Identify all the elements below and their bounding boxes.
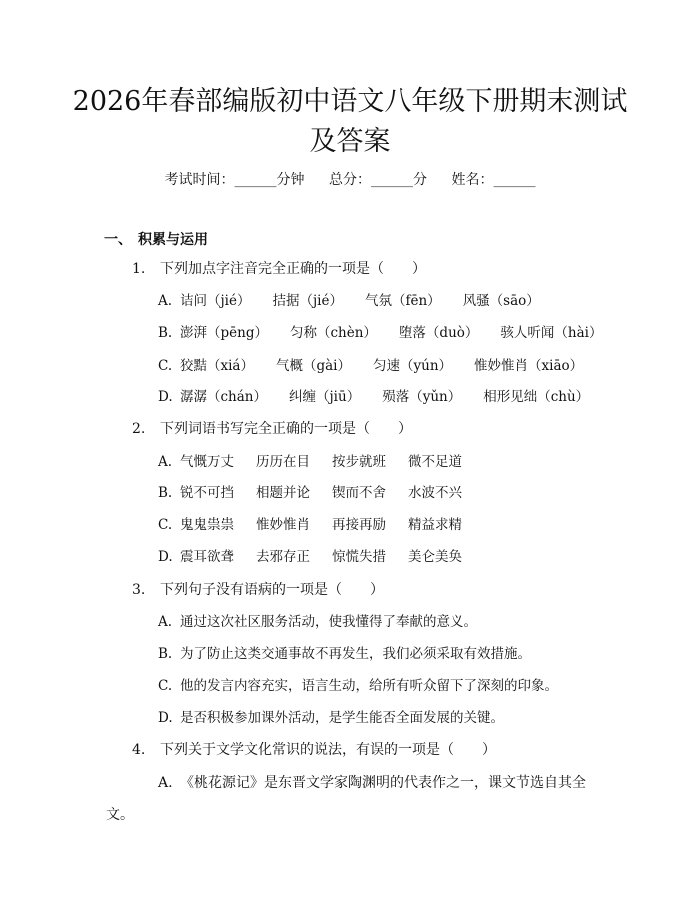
option-letter: B.: [158, 485, 173, 501]
question-number: 1.: [132, 261, 146, 277]
question-number: 2.: [132, 421, 146, 437]
q3-option-b: [158, 644, 531, 664]
q2-option-b: [158, 483, 462, 503]
option-word: 潺潺（chán）: [180, 389, 267, 405]
q2-option-a: [158, 452, 462, 472]
question-stem: 下列句子没有语病的一项是（ ）: [160, 582, 384, 598]
option-word: 历历在目: [256, 454, 310, 470]
option-word: 惊慌失措: [332, 549, 386, 565]
exam-info: [0, 170, 700, 190]
option-word: 锲而不舍: [332, 485, 386, 501]
option-word: 拮据（jié）: [272, 293, 343, 309]
q2-option-c: [158, 515, 462, 535]
option-letter: A.: [158, 614, 173, 630]
question-2: [132, 419, 412, 439]
option-word: 骇人听闻（hài）: [500, 325, 603, 341]
option-letter: B.: [158, 325, 173, 341]
q1-option-c: [158, 356, 583, 376]
question-number: 4.: [132, 742, 146, 758]
question-number: 3.: [132, 582, 146, 598]
option-text: 为了防止这类交通事故不再发生，我们必须采取有效措施。: [180, 646, 531, 662]
section-heading: [104, 230, 208, 250]
option-word: 狡黠（xiá）: [180, 358, 254, 374]
option-word: 风骚（sāo）: [462, 293, 540, 309]
option-letter: B.: [158, 646, 173, 662]
q3-option-d: [158, 708, 504, 728]
option-text: 《桃花源记》是东晋文学家陶渊明的代表作之一，课文节选自其全文。: [106, 775, 586, 823]
student-name: 姓名：______: [451, 172, 536, 188]
option-word: 纠缠（jiū）: [289, 389, 361, 405]
q3-option-c: [158, 676, 558, 696]
option-word: 去邪存正: [256, 549, 310, 565]
q1-option-d: [158, 387, 589, 407]
option-letter: D.: [158, 389, 173, 405]
option-text: 他的发言内容充实，语言生动，给所有听众留下了深刻的印象。: [180, 678, 558, 694]
option-word: 殒落（yǔn）: [382, 389, 462, 405]
option-word: 惟妙惟肖（xiāo）: [474, 358, 584, 374]
option-word: 气氛（fēn）: [365, 293, 441, 309]
exam-title: 2026年春部编版初中语文八年级下册期末测试及答案: [72, 86, 628, 157]
option-word: 气慨万丈: [180, 454, 234, 470]
option-word: 相形见绌（chù）: [483, 389, 590, 405]
q1-option-a: [158, 291, 540, 311]
q2-option-d: [158, 547, 462, 567]
exam-time: 考试时间：______分钟: [164, 172, 305, 188]
option-word: 鬼鬼祟祟: [180, 517, 234, 533]
option-text: 是否积极参加课外活动，是学生能否全面发展的关键。: [180, 710, 504, 726]
option-word: 相题并论: [256, 485, 310, 501]
option-word: 匀速（yún）: [373, 358, 453, 374]
option-word: 堕落（duò）: [398, 325, 479, 341]
q1-option-b: [158, 323, 602, 343]
option-word: 惟妙惟肖: [256, 517, 310, 533]
option-letter: D.: [158, 549, 173, 565]
option-letter: A.: [158, 775, 173, 791]
exam-score: 总分：______分: [329, 172, 427, 188]
q4-option-a: [106, 767, 594, 831]
option-word: 再接再励: [332, 517, 386, 533]
question-3: [132, 580, 384, 600]
option-text: 通过这次社区服务活动，使我懂得了奉献的意义。: [180, 614, 477, 630]
q3-option-a: [158, 612, 477, 632]
option-word: 美仑美奂: [408, 549, 462, 565]
option-letter: A.: [158, 293, 173, 309]
option-word: 锐不可挡: [180, 485, 234, 501]
option-word: 澎湃（pēng）: [180, 325, 268, 341]
option-letter: C.: [158, 678, 173, 694]
option-letter: C.: [158, 358, 173, 374]
question-stem: 下列加点字注音完全正确的一项是（ ）: [160, 261, 426, 277]
section-title: 积累与运用: [138, 232, 208, 248]
question-4: [132, 740, 496, 760]
option-word: 水波不兴: [408, 485, 462, 501]
option-letter: C.: [158, 517, 173, 533]
option-word: 微不足道: [408, 454, 462, 470]
option-word: 诘问（jié）: [180, 293, 251, 309]
option-letter: A.: [158, 454, 173, 470]
option-word: 震耳欲聋: [180, 549, 234, 565]
question-1: [132, 259, 426, 279]
option-word: 按步就班: [332, 454, 386, 470]
section-number: 一、: [104, 232, 132, 248]
option-word: 匀称（chèn）: [289, 325, 377, 341]
question-stem: 下列词语书写完全正确的一项是（ ）: [160, 421, 412, 437]
option-word: 气概（gài）: [275, 358, 351, 374]
option-letter: D.: [158, 710, 173, 726]
option-word: 精益求精: [408, 517, 462, 533]
question-stem: 下列关于文学文化常识的说法，有误的一项是（ ）: [160, 742, 496, 758]
